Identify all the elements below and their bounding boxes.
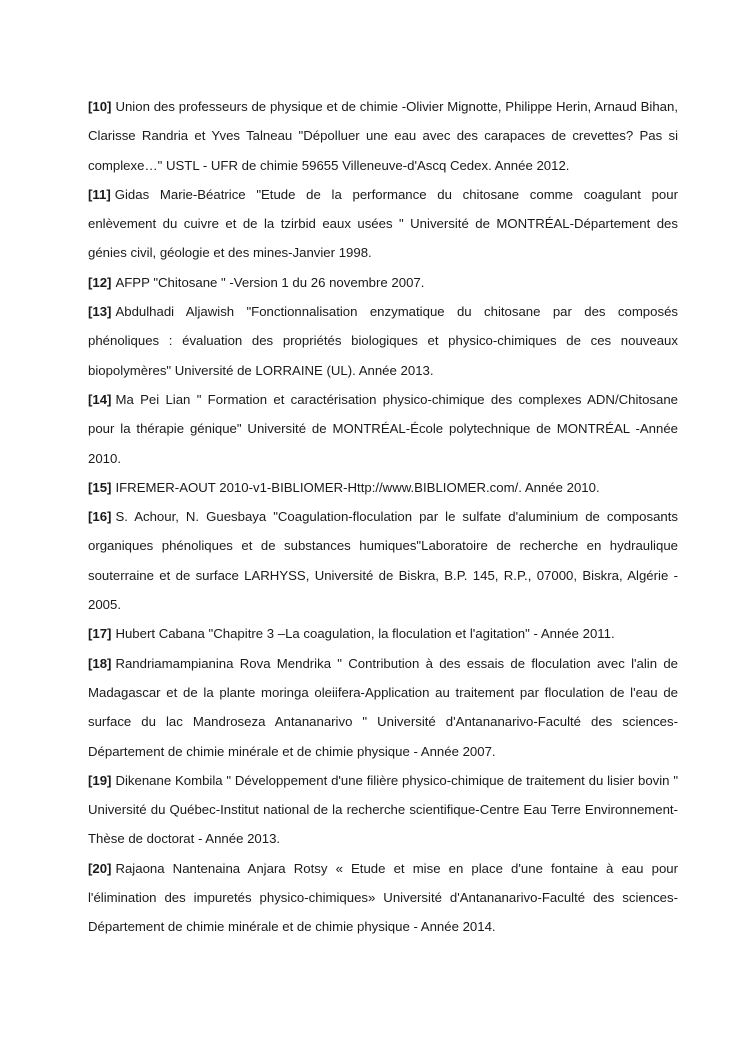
reference-number: [10] — [88, 99, 112, 114]
reference-item-13 — [88, 297, 678, 385]
reference-number: [15] — [88, 479, 112, 495]
reference-number: [11] — [88, 186, 111, 202]
reference-number: [19] — [88, 772, 112, 788]
reference-text: Dikenane Kombila " Développement d'une filière physico-chimique de traitement du lisier bovin " Université du Québec-Institut national de la recherche scientifique-Centre Eau Terre Environnement-Thèse de doctorat - Année 2013. — [88, 772, 678, 847]
reference-number: [18] — [88, 655, 112, 671]
reference-item-17 — [88, 619, 678, 648]
reference-number: [14] — [88, 391, 112, 407]
reference-item-14 — [88, 385, 678, 473]
reference-number: [16] — [88, 509, 112, 525]
reference-number: [17] — [88, 626, 112, 642]
reference-text: Ma Pei Lian " Formation et caractérisation physico-chimique des complexes ADN/Chitosane pour la thérapie génique" Université de MONTRÉAL-École polytechnique de MONTRÉAL -Année 2010. — [88, 391, 678, 466]
reference-text: S. Achour, N. Guesbaya "Coagulation-floculation par le sulfate d'aluminium de composants organiques phénoliques et de substances humiques"Laboratoire de recherche en hydraulique souterraine et de surface LARHYSS, Université de Biskra, B.P. 145, R.P., 07000, Biskra, Algérie - 2005. — [88, 509, 678, 613]
reference-number: [20] — [88, 860, 112, 876]
reference-text: Hubert Cabana "Chapitre 3 –La coagulation, la floculation et l'agitation" - Année 2011. — [115, 626, 615, 642]
reference-text: Randriamampianina Rova Mendrika " Contribution à des essais de floculation avec l'alin de Madagascar et de la plante moringa oleiifera-Application au traitement par floculation de l'eau de surface du lac Mandroseza Antananarivo " Université d'Antananarivo-Faculté des sciences-Département de chimie minérale et de chimie physique - Année 2007. — [88, 655, 678, 759]
reference-text: Union des professeurs de physique et de chimie -Olivier Mignotte, Philippe Herin, Arnaud Bihan, Clarisse Randria et Yves Talneau "Dépolluer une eau avec des carapaces de crevettes? Pas si complexe…" USTL - UFR de chimie 59655 Villeneuve-d'Ascq Cedex. Année 2012. — [88, 99, 678, 173]
reference-item-11 — [88, 180, 678, 268]
reference-item-12 — [88, 268, 678, 297]
reference-item-16 — [88, 502, 678, 619]
reference-number: [12] — [88, 274, 112, 290]
reference-text: Gidas Marie-Béatrice "Etude de la performance du chitosane comme coagulant pour enlèvement du cuivre et de la tzirbid eaux usées " Université de MONTRÉAL-Département des génies civil, géologie et des mines-Janvier 1998. — [88, 186, 678, 261]
reference-text: AFPP "Chitosane " -Version 1 du 26 novembre 2007. — [115, 274, 425, 290]
reference-item-10 — [88, 92, 678, 180]
reference-item-20 — [88, 854, 678, 942]
reference-item-19 — [88, 766, 678, 854]
reference-list — [88, 92, 678, 942]
reference-number: [13] — [88, 304, 112, 320]
reference-text: Rajaona Nantenaina Anjara Rotsy « Etude et mise en place d'une fontaine à eau pour l'élimination des impuretés physico-chimiques» Université d'Antananarivo-Faculté des sciences-Département de chimie minérale et de chimie physique - Année 2014. — [88, 860, 678, 935]
reference-item-18 — [88, 649, 678, 766]
reference-text: IFREMER-AOUT 2010-v1-BIBLIOMER-Http://www.BIBLIOMER.com/. Année 2010. — [115, 479, 600, 495]
reference-item-15 — [88, 473, 678, 502]
reference-text: Abdulhadi Aljawish "Fonctionnalisation enzymatique du chitosane par des composés phénoliques : évaluation des propriétés biologiques et physico-chimiques de ces nouveaux biopolymères" Université de LORRAINE (UL). Année 2013. — [88, 304, 678, 378]
